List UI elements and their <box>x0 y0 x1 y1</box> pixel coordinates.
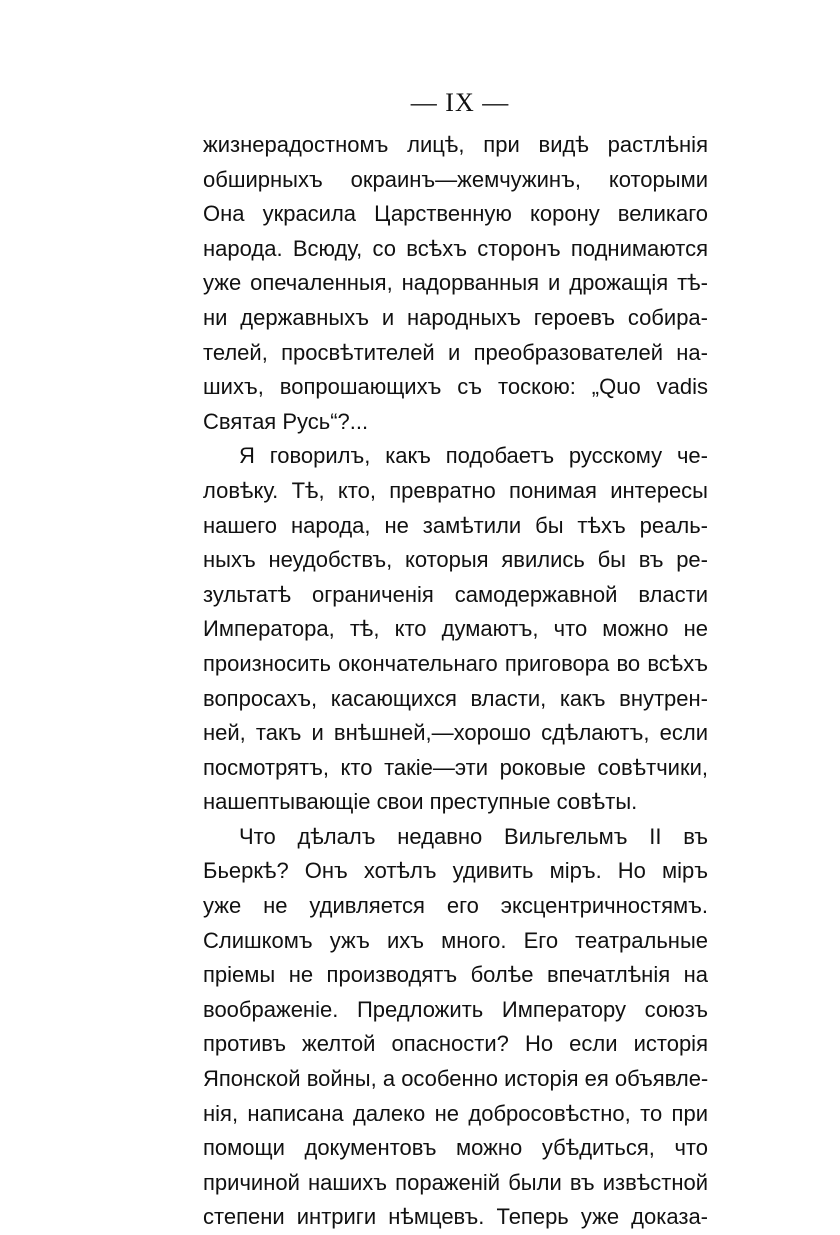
page-number: — IX — <box>410 88 510 117</box>
text-line: Святая Русь“?... <box>203 408 369 434</box>
text-line: Слишкомъ ужъ ихъ много. Его театральные <box>203 927 708 953</box>
text-line: зультатѣ ограниченія самодержавной власти <box>203 581 708 607</box>
text-line: ни державныхъ и народныхъ героевъ собира- <box>203 304 708 330</box>
text-line: степени интриги нѣмцевъ. Теперь уже доказа- <box>203 1204 708 1230</box>
text-line: народа. Всюду, со всѣхъ сторонъ поднимаются <box>203 235 708 261</box>
text-line: уже не удивляется его эксцентричностямъ. <box>203 893 708 919</box>
body-text <box>203 128 708 1235</box>
text-line: Я говорилъ, какъ подобаетъ русскому че- <box>239 443 708 469</box>
text-line: телей, просвѣтителей и преобразователей на- <box>203 339 708 365</box>
text-line: жизнерадостномъ лицѣ, при видѣ растлѣнія <box>203 132 708 157</box>
text-line: Что дѣлалъ недавно Вильгельмъ II въ <box>239 823 708 849</box>
text-line: Императора, тѣ, кто думаютъ, что можно не <box>203 616 708 642</box>
text-line: пріемы не производятъ болѣе впечатлѣнія на <box>203 962 708 988</box>
text-line: ловѣку. Тѣ, кто, превратно понимая интересы <box>203 477 708 503</box>
text-line: Она украсила Царственную корону великаго <box>203 201 708 227</box>
text-line: Бьеркѣ? Онъ хотѣлъ удивить міръ. Но міръ <box>203 858 708 884</box>
text-line: помощи документовъ можно убѣдиться, что <box>203 1135 708 1161</box>
text-line: воображеніе. Предложить Императору союзъ <box>203 996 708 1022</box>
text-line: уже опечаленныя, надорванныя и дрожащія тѣ- <box>203 270 708 296</box>
text-line: ней, такъ и внѣшней,—хорошо сдѣлаютъ, если <box>203 720 708 746</box>
text-line: нія, написана далеко не добросовѣстно, то при <box>203 1100 708 1126</box>
text-line: нашего народа, не замѣтили бы тѣхъ реаль- <box>203 512 708 538</box>
text-line: вопросахъ, касающихся власти, какъ внутрен- <box>203 685 708 711</box>
text-line: причиной нашихъ пораженій были въ извѣстной <box>203 1169 708 1195</box>
text-line: Японской войны, а особенно исторія ея объявле- <box>203 1066 709 1092</box>
text-line: обширныхъ окраинъ—жемчужинъ, которыми <box>203 166 708 192</box>
text-line: ныхъ неудобствъ, которыя явились бы въ ре- <box>203 547 708 573</box>
text-line: нашептывающіе свои преступные совѣты. <box>203 789 638 815</box>
text-line: посмотрятъ, кто такіе—эти роковые совѣтчики, <box>203 754 708 780</box>
text-line: шихъ, вопрошающихъ съ тоскою: „Quo vadis <box>203 374 708 400</box>
text-line: произносить окончательнаго приговора во всѣхъ <box>203 650 708 676</box>
text-line: противъ желтой опасности? Но если исторія <box>203 1031 708 1057</box>
